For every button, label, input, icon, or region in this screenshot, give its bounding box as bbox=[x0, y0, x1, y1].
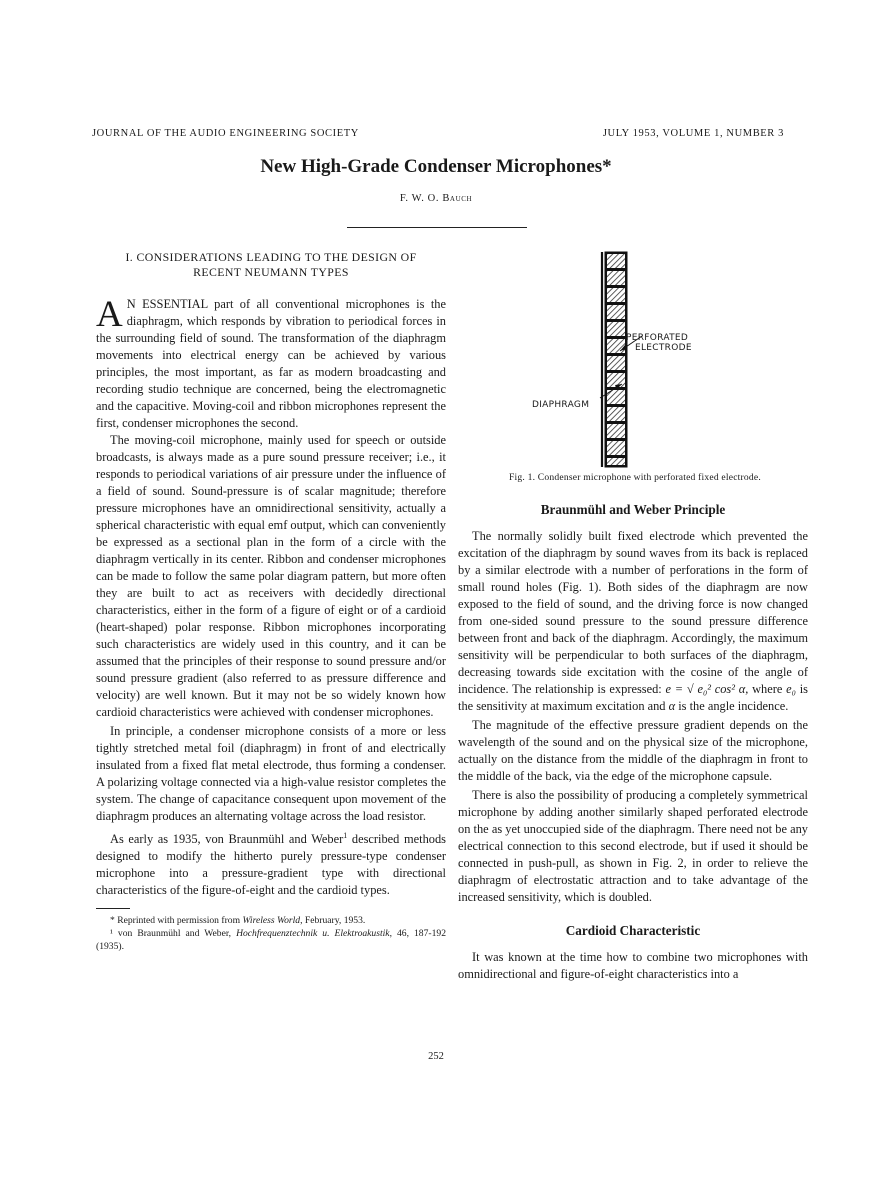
paragraph-braunmuhl-text-b: described methods designed to modify the hitherto purely pressure-type condenser microphone into a pressure-gradient type with directional characteristics of the figure-of-eight and the cardioid types. bbox=[96, 832, 446, 898]
figure-1-drawing bbox=[520, 250, 810, 475]
figure-1-caption: Fig. 1. Condenser microphone with perforated fixed electrode. bbox=[509, 472, 761, 483]
footnote-reprint-b: , February, 1953. bbox=[300, 915, 366, 927]
paragraph-intro bbox=[96, 296, 446, 432]
section-heading-line-2: RECENT NEUMANN TYPES bbox=[193, 265, 349, 279]
footnote-reprint-source: Wireless World bbox=[242, 915, 301, 927]
paragraph-principle: In principle, a condenser microphone consists of a more or less tightly stretched metal foil (diaphragm) in front of and electrically insulated from a fixed flat metal electrode, thus forming a condenser. A polarizing voltage connected via a high-value resistor completes the system. The change of capacitance consequent upon movement of the diaphragm produces an alternating voltage across the load resistor. bbox=[96, 724, 446, 823]
weber-text-d: is the angle incidence. bbox=[675, 699, 789, 713]
drop-cap: A bbox=[96, 294, 123, 335]
label-diaphragm: DIAPHRAGM bbox=[532, 400, 590, 410]
paragraph-weber-principle bbox=[458, 528, 808, 715]
paragraph-moving-coil: The moving-coil microphone, mainly used for speech or outside broadcasts, is always made as a pure sound pressure receiver; i.e., it responds to periodical variations of air pressure under the influence of a field of sound. Sound-pressure is of scalar magnitude; therefore pressure microphones have an omnidirectional sensitivity, actually a spherical characteristic with equal emf output, which can conveniently be expressed as a sectional plan in the form of a circle with the diaphragm vertically in its center. Ribbon and condenser microphones can be made to follow the same polar diagram pattern, but more often they are built to act as receivers with decidedly directional characteristics, either in the form of a figure of eight or of a cardioid (heart-shaped) polar response. Ribbon microphones incorporating such characteristics are widely used in this country, and it can be assumed that the principles of their response to sound pressure and/or sound pressure gradient (also referred to as pressure difference and velocity) are well known. But it may not be so widely known how cardioid characteristics were achieved with condenser microphones. bbox=[96, 433, 446, 719]
weber-text-a: The normally solidly built fixed electrode which prevented the excitation of the diaphragm by sound waves from its back is replaced by a similar electrode with a number of perforations in the form of small round holes (Fig. 1). Both sides of the diaphragm are now exposed to the field of sound, and the driving force is now changed from one-sided sound pressure to the sound pressure difference between front and back of the diaphragm. Accordingly, the maximum sensitivity will be perpendicular to both surfaces of the diaphragm, decreasing towards side excitation with the cosine of the angle of incidence. The relationship is expressed: bbox=[458, 529, 808, 696]
electrode-segment bbox=[607, 441, 625, 455]
footnote-ref-1: 1 bbox=[343, 831, 348, 840]
paragraph-pressure-gradient: The magnitude of the effective pressure gradient depends on the wavelength of the sound and on the physical size of the microphone, actually on the distance from the middle of the diaphragm in front to the middle of the back, via the edge of the microphone capsule. bbox=[458, 718, 808, 783]
electrode-segment bbox=[607, 271, 625, 285]
paragraph-symmetrical: There is also the possibility of producing a completely symmetrical microphone by adding another similarly shaped perforated electrode on the as yet unoccupied side of the diaphragm. There need not be any electrical connection to this second electrode, but if used it should be connected in push-pull, as shown in Fig. 2, in order to relieve the diaphragm of electrostatic attraction and to take advantage of the increased sensitivity, which is doubled. bbox=[458, 788, 808, 904]
article-title: New High-Grade Condenser Microphones* bbox=[260, 156, 612, 177]
weber-text-c: is the sensitivity at maximum excitation and bbox=[458, 682, 808, 713]
heading-braunmuhl-weber: Braunmühl and Weber Principle bbox=[540, 502, 726, 517]
page-number: 252 bbox=[428, 1051, 444, 1062]
electrode-segment bbox=[607, 305, 625, 319]
running-head bbox=[92, 128, 784, 139]
heading-cardioid: Cardioid Characteristic bbox=[565, 923, 701, 938]
electrode-segment bbox=[607, 322, 625, 336]
footnote-reference-a: ¹ von Braunmühl and Weber, bbox=[110, 928, 237, 940]
electrode-segment bbox=[607, 356, 625, 370]
electrode-segment bbox=[607, 288, 625, 302]
figure-1 bbox=[520, 250, 810, 475]
electrode-segment bbox=[607, 254, 625, 268]
footnote-reprint bbox=[96, 914, 446, 927]
journal-name: JOURNAL OF THE AUDIO ENGINEERING SOCIETY bbox=[92, 128, 359, 139]
paragraph-braunmuhl-text-a: As early as 1935, von Braunmühl and Weber bbox=[110, 832, 344, 847]
left-column bbox=[96, 250, 446, 953]
symbol-e0: e₀ bbox=[786, 682, 796, 696]
right-column bbox=[458, 497, 808, 983]
author-initials: F. W. O. bbox=[399, 193, 440, 204]
section-heading-1 bbox=[96, 250, 446, 280]
author-surname: Bauch bbox=[442, 193, 473, 204]
label-perforated: PERFORATED bbox=[626, 333, 689, 343]
electrode-segment bbox=[607, 407, 625, 421]
sensitivity-formula: e = √ e₀² cos² α, bbox=[665, 682, 749, 696]
paragraph-braunmuhl bbox=[96, 827, 446, 899]
footnote-reference-source: Hochfrequenztechnik u. Elektroakustik bbox=[236, 928, 390, 940]
footnote-divider bbox=[96, 908, 130, 909]
weber-text-b: where bbox=[748, 682, 787, 696]
electrode-segment bbox=[607, 339, 625, 353]
title-divider bbox=[347, 227, 527, 228]
symbol-alpha: α bbox=[668, 699, 676, 713]
footnote-reference-b: , 46, 187-192 (1935). bbox=[96, 928, 446, 953]
label-electrode: ELECTRODE bbox=[635, 343, 692, 353]
paragraph-intro-text: N ESSENTIAL part of all conventional microphones is the diaphragm, which responds by vibration to periodical forces in the surrounding field of sound. The transformation of the diaphragm movements into electrical energy can be achieved by various principles, the most important, as far as modern broadcasting and recording studio technique are concerned, being the electromagnetic and the capacitive. Moving-coil and ribbon microphones represent the first, condenser microphones the second. bbox=[96, 297, 446, 430]
footnote-reprint-a: * Reprinted with permission from bbox=[110, 915, 243, 927]
article-author bbox=[0, 193, 872, 204]
section-heading-line-1: I. CONSIDERATIONS LEADING TO THE DESIGN OF bbox=[125, 250, 417, 264]
paragraph-cardioid: It was known at the time how to combine two microphones with omnidirectional and figure-of-eight characteristics into a bbox=[458, 950, 808, 981]
issue-info: JULY 1953, VOLUME 1, NUMBER 3 bbox=[602, 128, 784, 139]
electrode-segment bbox=[607, 458, 625, 465]
footnote-reference bbox=[96, 927, 446, 953]
electrode-segment bbox=[607, 424, 625, 438]
